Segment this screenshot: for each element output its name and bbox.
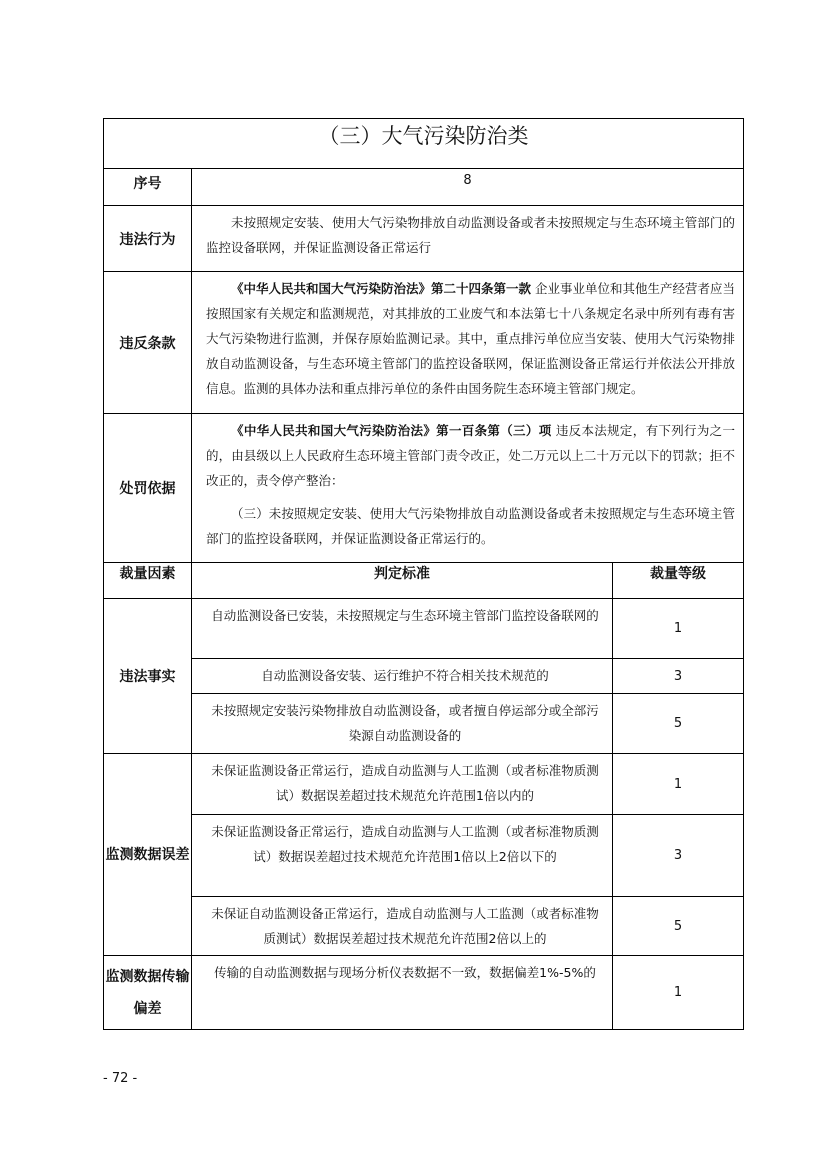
violated-clause-label: 违反条款 bbox=[104, 272, 192, 414]
section-title-row bbox=[104, 119, 744, 169]
factor-row bbox=[104, 897, 744, 956]
violation-row bbox=[104, 206, 744, 272]
factor-row bbox=[104, 659, 744, 694]
factor-criteria: 未保证监测设备正常运行，造成自动监测与人工监测（或者标准物质测试）数据误差超过技术规范允许范围1倍以内的 bbox=[192, 754, 613, 815]
page-number: - 72 - bbox=[103, 1071, 138, 1086]
factor-level: 3 bbox=[613, 815, 744, 897]
factor-criteria: 未按照规定安装污染物排放自动监测设备，或者擅自停运部分或全部污染源自动监测设备的 bbox=[192, 694, 613, 754]
violated-clause-row bbox=[104, 272, 744, 414]
penalty-basis-row bbox=[104, 414, 744, 563]
factor-name: 监测数据传输偏差 bbox=[104, 956, 192, 1030]
penalty-basis-label: 处罚依据 bbox=[104, 414, 192, 563]
violation-text: 未按照规定安装、使用大气污染物排放自动监测设备或者未按照规定与生态环境主管部门的监控设备联网，并保证监测设备正常运行 bbox=[192, 206, 744, 272]
violated-clause-law-ref: 《中华人民共和国大气污染防治法》第二十四条第一款 bbox=[231, 281, 532, 296]
factor-level: 3 bbox=[613, 659, 744, 694]
header-factor: 裁量因素 bbox=[104, 563, 192, 599]
violated-clause-cell bbox=[192, 272, 744, 414]
discretion-header-row bbox=[104, 563, 744, 599]
header-criteria: 判定标准 bbox=[192, 563, 613, 599]
factor-name: 监测数据误差 bbox=[104, 754, 192, 956]
factor-row bbox=[104, 815, 744, 897]
factor-name: 违法事实 bbox=[104, 599, 192, 754]
penalty-basis-cell bbox=[192, 414, 744, 563]
serial-row bbox=[104, 169, 744, 206]
factor-criteria: 未保证监测设备正常运行，造成自动监测与人工监测（或者标准物质测试）数据误差超过技术规范允许范围1倍以上2倍以下的 bbox=[192, 815, 613, 897]
factor-criteria: 未保证自动监测设备正常运行，造成自动监测与人工监测（或者标准物质测试）数据误差超过技术规范允许范围2倍以上的 bbox=[192, 897, 613, 956]
factor-criteria: 自动监测设备已安装，未按照规定与生态环境主管部门监控设备联网的 bbox=[192, 599, 613, 659]
violated-clause-text: 企业事业单位和其他生产经营者应当按照国家有关规定和监测规范，对其排放的工业废气和本法第七十八条规定名录中所列有毒有害大气污染物进行监测，并保存原始监测记录。其中，重点排污单位应当安装、使用大气污染物排放自动监测设备，与生态环境主管部门的监控设备联网，保证监测设备正常运行并依法公开排放信息。监测的具体办法和重点排污单位的条件由国务院生态环境主管部门规定。 bbox=[206, 281, 736, 396]
factor-level: 1 bbox=[613, 754, 744, 815]
factor-row bbox=[104, 956, 744, 1030]
penalty-basis-item: （三）未按照规定安装、使用大气污染物排放自动监测设备或者未按照规定与生态环境主管部门的监控设备联网，并保证监测设备正常运行的。 bbox=[206, 506, 736, 546]
factor-criteria: 传输的自动监测数据与现场分析仪表数据不一致，数据偏差1%-5%的 bbox=[192, 956, 613, 1030]
penalty-basis-text: 违反本法规定，有下列行为之一的，由县级以上人民政府生态环境主管部门责令改正，处二万元以上二十万元以下的罚款；拒不改正的，责令停产整治： bbox=[206, 423, 736, 488]
header-level: 裁量等级 bbox=[613, 563, 744, 599]
factor-level: 1 bbox=[613, 956, 744, 1030]
factor-row bbox=[104, 754, 744, 815]
serial-value: 8 bbox=[192, 169, 744, 206]
factor-criteria: 自动监测设备安装、运行维护不符合相关技术规范的 bbox=[192, 659, 613, 694]
penalty-discretion-table bbox=[103, 118, 744, 1030]
factor-row bbox=[104, 599, 744, 659]
factor-level: 5 bbox=[613, 694, 744, 754]
factor-level: 5 bbox=[613, 897, 744, 956]
factor-level: 1 bbox=[613, 599, 744, 659]
serial-label: 序号 bbox=[104, 169, 192, 206]
violation-label: 违法行为 bbox=[104, 206, 192, 272]
section-title: （三）大气污染防治类 bbox=[104, 119, 744, 169]
penalty-basis-law-ref: 《中华人民共和国大气污染防治法》第一百条第（三）项 bbox=[231, 423, 552, 438]
factor-row bbox=[104, 694, 744, 754]
